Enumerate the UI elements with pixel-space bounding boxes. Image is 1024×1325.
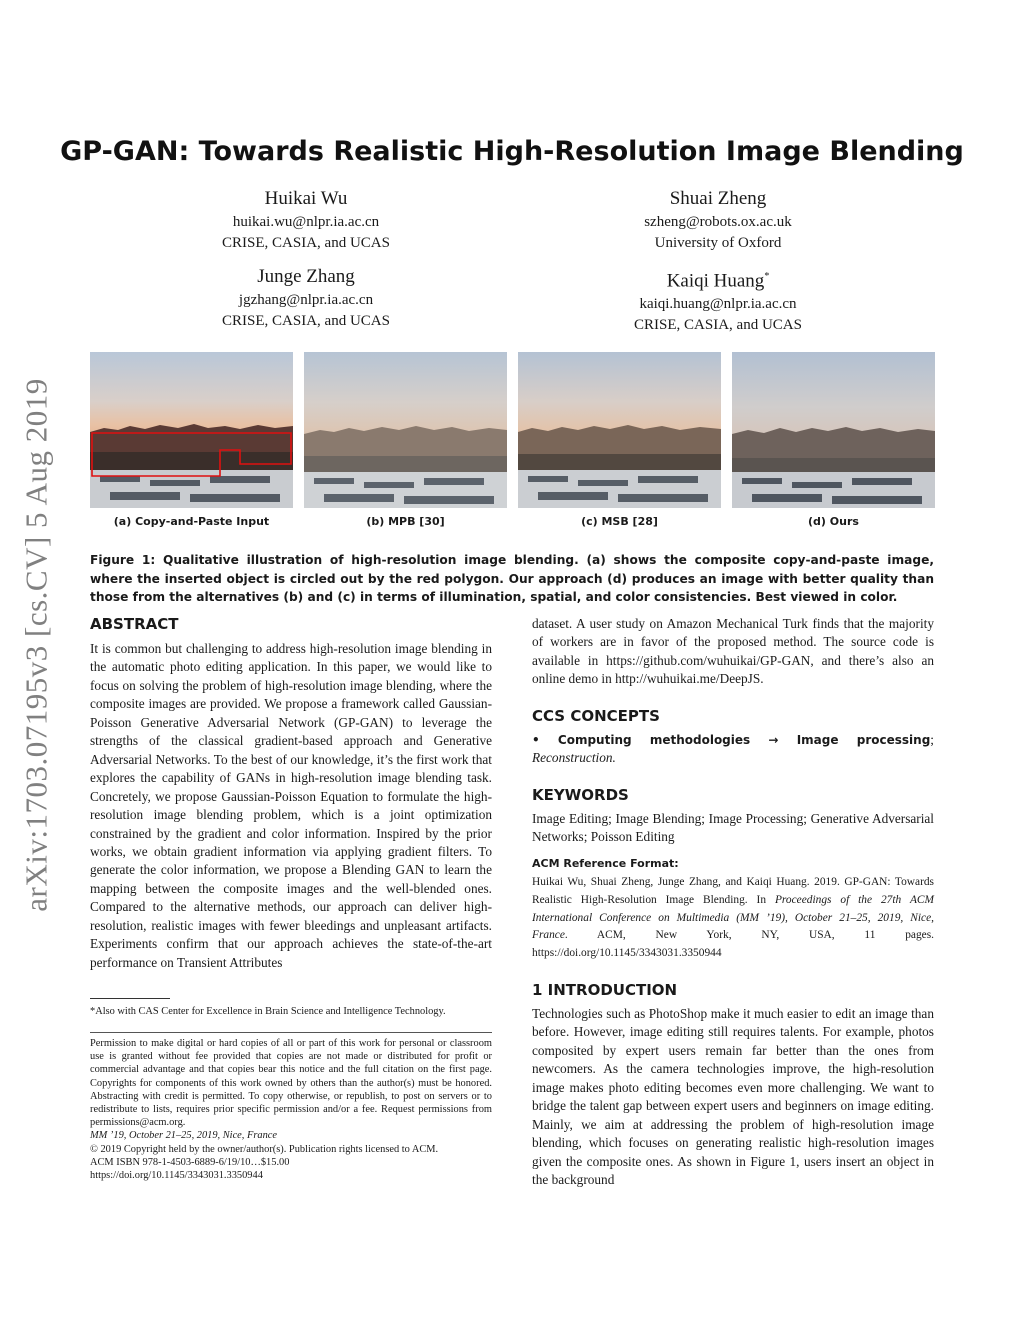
author-block-2	[548, 186, 888, 254]
permission-block	[90, 1037, 492, 1182]
ccs-heading: CCS CONCEPTS	[532, 707, 660, 725]
permission-text: Permission to make digital or hard copies of all or part of this work for personal or classroom use is granted without fee provided that copies are not made or distributed for profit or commercial advantage and that copies bear this notice and the full citation on the first page. Copyrights for components of this work owned by others than the author(s) must be honored. Abstracting with credit is permitted. To copy otherwise, or republish, to post on servers or to redistribute to lists, requires prior specific permission and/or a fee. Request permissions from permissions@acm.org.	[90, 1038, 492, 1129]
permission-doi: https://doi.org/10.1145/3343031.3350944	[90, 1170, 263, 1182]
footnote-divider	[90, 998, 170, 999]
author-block-1	[136, 186, 476, 254]
author-affiliation: CRISE, CASIA, and UCAS	[222, 235, 390, 251]
author-name: Huikai Wu	[264, 188, 348, 209]
figure-panel-c-image	[518, 352, 721, 508]
arxiv-id: arXiv:1703.07195v3 [cs.CV] 5 Aug 2019	[19, 378, 54, 912]
abstract-text: It is common but challenging to address high-resolution image blending in the automatic photo editing application. In this paper, we would like to focus on solving the problem of high-resolution image blending, where the composite images are provided. We propose a framework called Gaussian-Poisson Generative Adversarial Network (GP-GAN) to leverage the strengths of the classical gradient-based approach and Generative Adversarial Networks. To the best of our knowledge, it’s the first work that explores the capability of GANs in high-resolution image blending task. Concretely, we propose Gaussian-Poisson Equation to formulate the high-resolution image blending problem, which is a joint optimization constrained by the gradient and color information. Inspired by the prior works, we obtain gradient information via applying gradient filters. To generate the color information, we propose a Blending GAN to learn the mapping between the composite images and the well-blended ones. Compared to the alternative methods, our approach can deliver high-resolution, realistic images with fewer bleedings and unpleasant artifacts. Experiments confirm that our approach achieves the state-of-the-art performance on Transient Attributes	[90, 641, 492, 970]
author-mark: *	[764, 271, 770, 282]
author-name-text: Kaiqi Huang	[666, 270, 765, 292]
intro-heading: 1 INTRODUCTION	[532, 981, 678, 999]
author-name: Shuai Zheng	[669, 188, 767, 209]
keywords-heading: KEYWORDS	[532, 786, 629, 804]
figure-panel-a-image	[90, 352, 293, 508]
keywords-text: Image Editing; Image Blending; Image Processing; Generative Adversarial Networks; Poisson Editing	[532, 811, 934, 845]
ccs-bullet: • Computing methodologies → Image processing	[532, 733, 931, 747]
author-email: kaiqi.huang@nlpr.ia.ac.cn	[639, 296, 797, 313]
acm-ref-proceedings: Proceedings of the 27th ACM International Conference on Multimedia (MM ’19), October 21–25, 2019, Nice, France	[532, 893, 934, 942]
author-email: jgzhang@nlpr.ia.ac.cn	[238, 292, 374, 308]
figure-panel-b-image	[304, 352, 507, 508]
abstract-heading: ABSTRACT	[90, 615, 179, 633]
author-affiliation: CRISE, CASIA, and UCAS	[634, 317, 802, 334]
figure-label-b: (b) MPB [30]	[366, 515, 445, 528]
permission-isbn: ACM ISBN 978-1-4503-6889-6/19/10…$15.00	[90, 1156, 290, 1168]
intro-text: Technologies such as PhotoShop make it much easier to edit an image than before. However, image editing still requires talents. For example, photos composited by expert users remain far better than the ones from newcomers. As the camera technologies improve, the high-resolution image makes photo editing becomes even more challenging. We want to bridge the talent gap between expert users and beginners on image editing. Mainly, we aim at addressing the problem of high-resolution image blending, which focuses on generating realistic high-resolution images given the composite ones. As shown in Figure 1, users insert an object in the background	[532, 1006, 934, 1188]
acm-ref-part-1: Huikai Wu, Shuai Zheng, Junge Zhang, and Kaiqi Huang. 2019. GP-GAN: Towards Realistic High-Resolution Image Blending. In	[532, 876, 934, 906]
acm-ref-heading: ACM Reference Format:	[532, 857, 679, 870]
acm-ref-text	[532, 874, 934, 963]
acm-ref-part-2: . ACM, New York, NY, USA, 11 pages. https://doi.org/10.1145/3343031.3350944	[532, 929, 934, 960]
arxiv-stamp	[14, 350, 60, 940]
figure-label-a: (a) Copy-and-Paste Input	[113, 515, 270, 528]
permission-copyright: © 2019 Copyright held by the owner/author(s). Publication rights licensed to ACM.	[90, 1143, 439, 1155]
ccs-italic: Reconstruction.	[532, 750, 616, 766]
abstract-continued: dataset. A user study on Amazon Mechanical Turk finds that the majority of workers are in favor of the proposed method. The source code is available in https://github.com/wuhuikai/GP-GAN, and there’s also an online demo in http://wuhuikai.me/DeepJS.	[532, 616, 934, 687]
permission-divider	[90, 1032, 492, 1033]
author-name	[548, 264, 888, 294]
figure-panel-d-image	[732, 352, 935, 508]
author-email: szheng@robots.ox.ac.uk	[644, 214, 792, 230]
author-affiliation: University of Oxford	[654, 235, 782, 251]
ccs-separator: ;	[930, 732, 934, 747]
permission-venue: MM ’19, October 21–25, 2019, Nice, France	[90, 1130, 277, 1142]
figure-label-c: (c) MSB [28]	[581, 515, 658, 528]
author-email: huikai.wu@nlpr.ia.ac.cn	[232, 214, 380, 230]
paper-title: GP-GAN: Towards Realistic High-Resolution Image Blending	[60, 136, 964, 167]
figure-label-d: (d) Ours	[808, 515, 859, 528]
author-name: Junge Zhang	[257, 266, 355, 287]
author-affiliation: CRISE, CASIA, and UCAS	[222, 313, 390, 329]
author-block-4	[548, 264, 888, 336]
ccs-text	[532, 731, 934, 768]
figure-caption: Figure 1: Qualitative illustration of high-resolution image blending. (a) shows the composite copy-and-paste image, where the inserted object is circled out by the red polygon. Our approach (d) produces an image with better quality than those from the alternatives (b) and (c) in terms of illumination, spatial, and color consistencies. Best viewed in color.	[90, 553, 934, 604]
author-block-3	[136, 264, 476, 332]
footnote: *Also with CAS Center for Excellence in Brain Science and Intelligence Technology.	[90, 1006, 446, 1017]
